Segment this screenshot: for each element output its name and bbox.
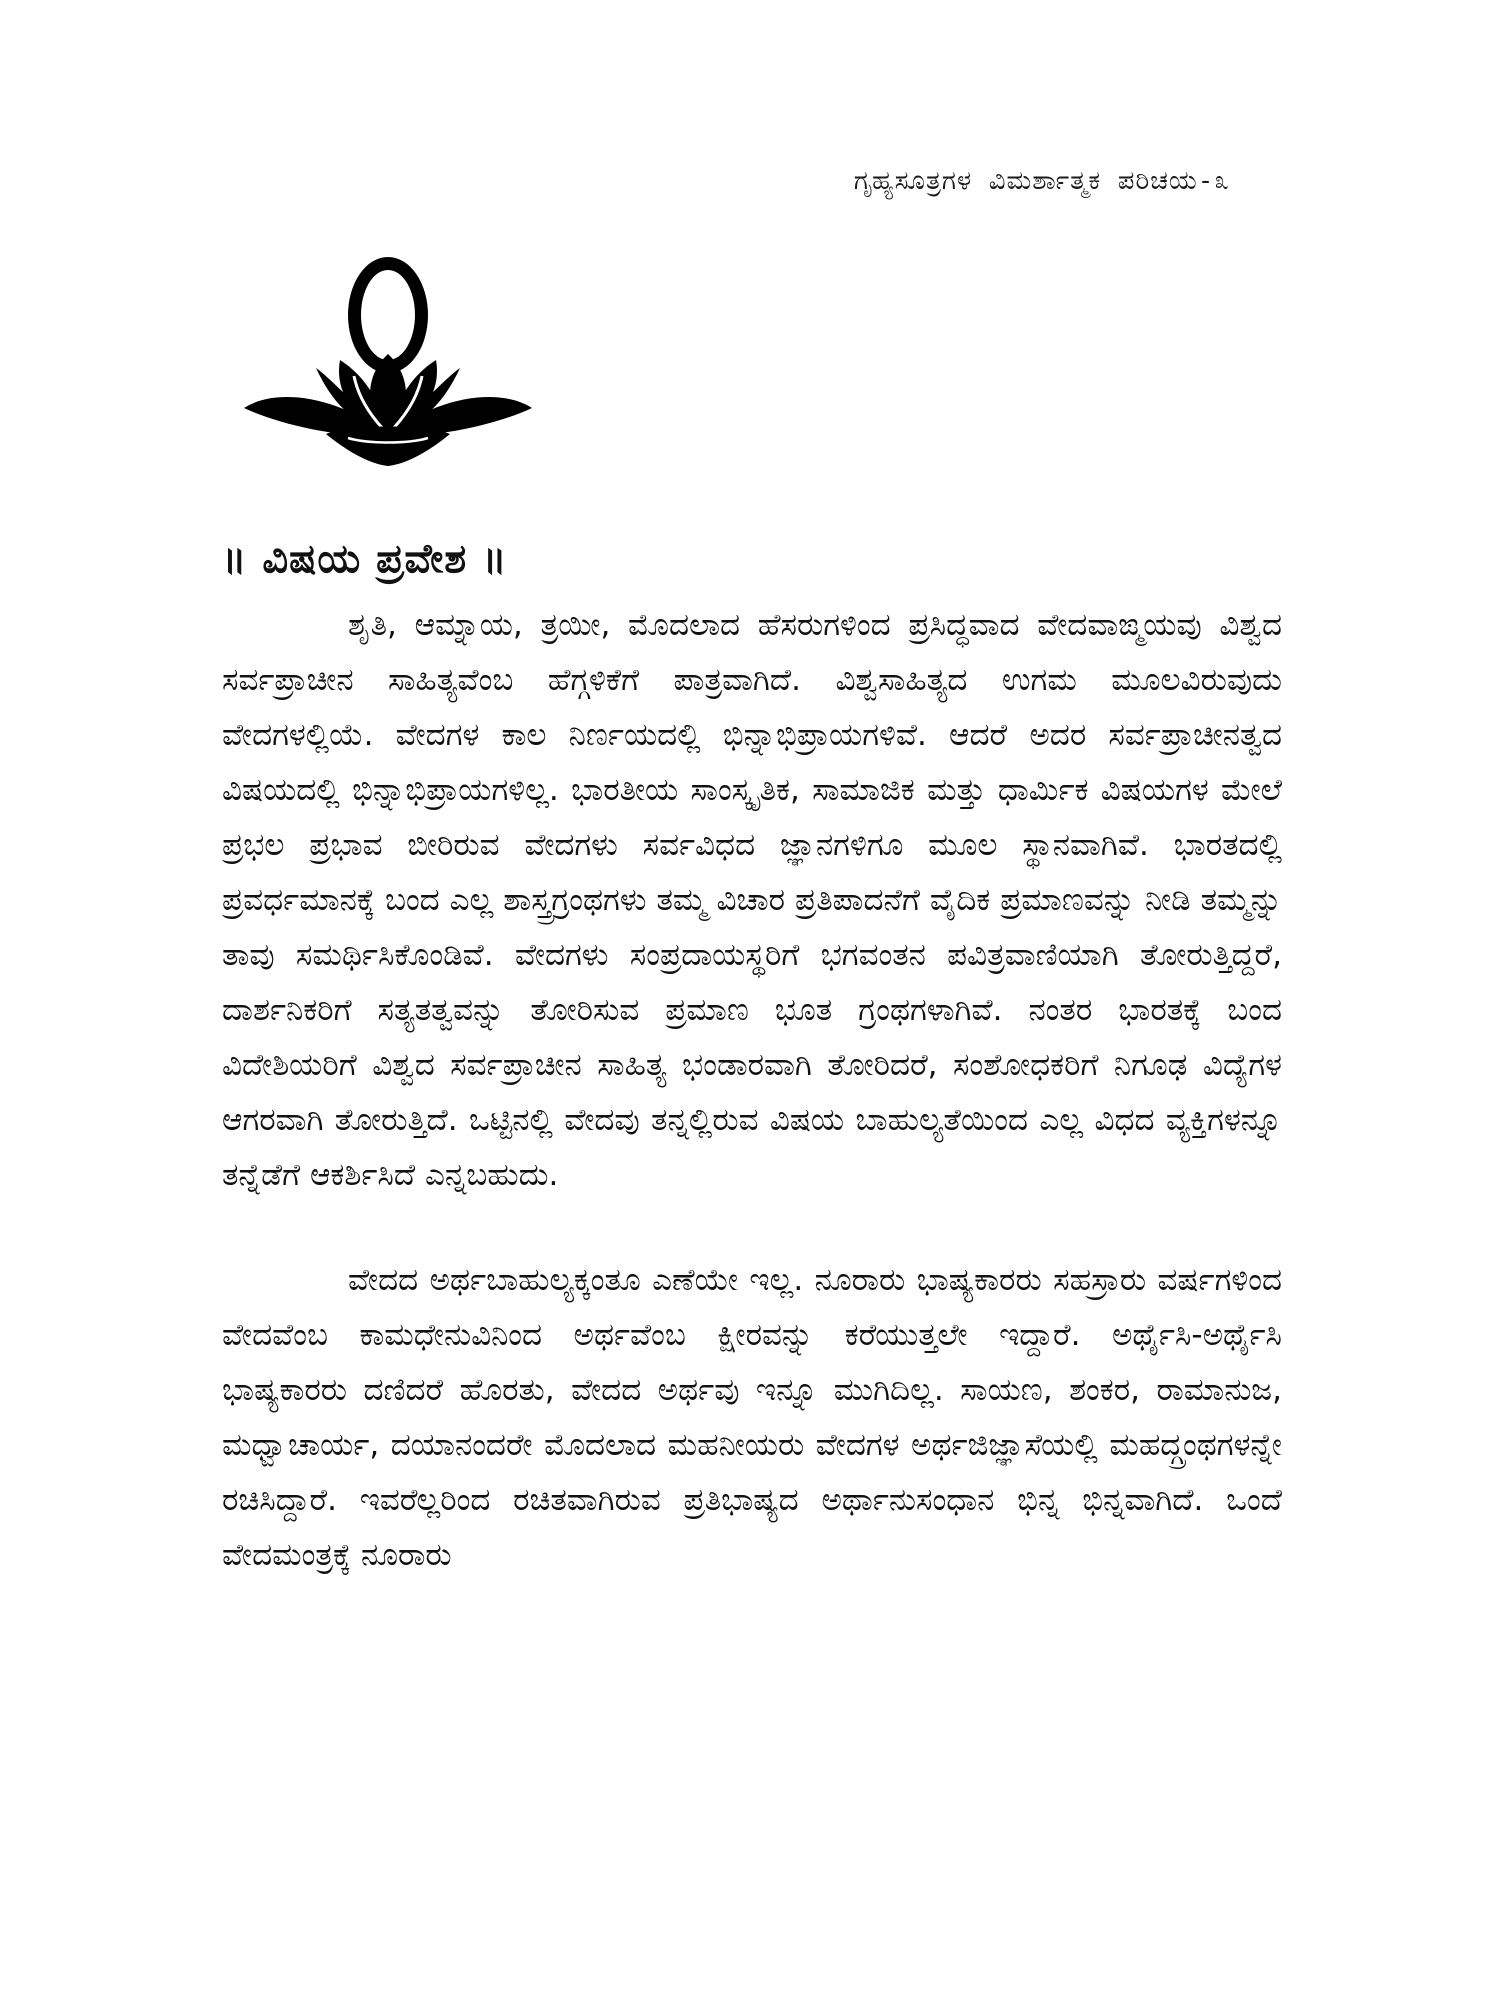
paragraph: ಶೃತಿ, ಆಮ್ನಾಯ, ತ್ರಯೀ, ಮೊದಲಾದ ಹೆಸರುಗಳಿಂದ ಪ್ರಸಿದ್ಧವಾದ ವೇದವಾಙ್ಮಯವು ವಿಶ್ವದ ಸರ್ವಪ್ರಾಚೀನ ಸಾಹಿತ್ಯವೆಂಬ ಹೆಗ್ಗಳಿಕೆಗೆ ಪಾತ್ರವಾಗಿದೆ. ವಿಶ್ವಸಾಹಿತ್ಯದ ಉಗಮ ಮೂಲವಿರುವುದು ವೇದಗಳಲ್ಲಿಯೆ. ವೇದಗಳ ಕಾಲ ನಿರ್ಣಯದಲ್ಲಿ ಭಿನ್ನಾಭಿಪ್ರಾಯಗಳಿವೆ. ಆದರೆ ಅದರ ಸರ್ವಪ್ರಾಚೀನತ್ವದ ವಿಷಯದಲ್ಲಿ ಭಿನ್ನಾಭಿಪ್ರಾಯಗಳಿಲ್ಲ. ಭಾರತೀಯ ಸಾಂಸ್ಕೃತಿಕ, ಸಾಮಾಜಿಕ ಮತ್ತು ಧಾರ್ಮಿಕ ವಿಷಯಗಳ ಮೇಲೆ ಪ್ರಭಲ ಪ್ರಭಾವ ಬೀರಿರುವ ವೇದಗಳು ಸರ್ವವಿಧದ ಜ್ಞಾನಗಳಿಗೂ ಮೂಲ ಸ್ಥಾನವಾಗಿವೆ. ಭಾರತದಲ್ಲಿ ಪ್ರವರ್ಧಮಾನಕ್ಕೆ ಬಂದ ಎಲ್ಲ ಶಾಸ್ತ್ರಗ್ರಂಥಗಳು ತಮ್ಮ ವಿಚಾರ ಪ್ರತಿಪಾದನೆಗೆ ವೈದಿಕ ಪ್ರಮಾಣವನ್ನು ನೀಡಿ ತಮ್ಮನ್ನು ತಾವು ಸಮರ್ಥಿಸಿಕೊಂಡಿವೆ. ವೇದಗಳು ಸಂಪ್ರದಾಯಸ್ಥರಿಗೆ ಭಗವಂತನ ಪವಿತ್ರವಾಣಿಯಾಗಿ ತೋರುತ್ತಿದ್ದರೆ, ದಾರ್ಶನಿಕರಿಗೆ ಸತ್ಯತತ್ವವನ್ನು ತೋರಿಸುವ ಪ್ರಮಾಣ ಭೂತ ಗ್ರಂಥಗಳಾಗಿವೆ. ನಂತರ ಭಾರತಕ್ಕೆ ಬಂದ ವಿದೇಶಿಯರಿಗೆ ವಿಶ್ವದ ಸರ್ವಪ್ರಾಚೀನ ಸಾಹಿತ್ಯ ಭಂಡಾರವಾಗಿ ತೋರಿದರೆ, ಸಂಶೋಧಕರಿಗೆ ನಿಗೂಢ ವಿದ್ಯೆಗಳ ಆಗರವಾಗಿ ತೋರುತ್ತಿದೆ. ಒಟ್ಟಿನಲ್ಲಿ ವೇದವು ತನ್ನಲ್ಲಿರುವ ವಿಷಯ ಬಾಹುಲ್ಯತೆಯಿಂದ ಎಲ್ಲ ವಿಧದ ವ್ಯಕ್ತಿಗಳನ್ನೂ ತನ್ನೆಡೆಗೆ ಆಕರ್ಶಿಸಿದೆ ಎನ್ನಬಹುದು.: [222, 607, 1282, 1193]
lotus-oval-icon: [238, 248, 538, 488]
section-title: ॥ ವಿಷಯ ಪ್ರವೇಶ ॥: [222, 536, 508, 582]
running-header: ಗೃಹ್ಯಸೂತ್ರಗಳ ವಿಮರ್ಶಾತ್ಮಕ ಪರಿಚಯ-೩: [853, 166, 1230, 196]
body-text: [222, 598, 1282, 1583]
paragraph: ವೇದದ ಅರ್ಥಬಾಹುಲ್ಯಕ್ಕಂತೂ ಎಣೆಯೇ ಇಲ್ಲ. ನೂರಾರು ಭಾಷ್ಯಕಾರರು ಸಹಸ್ರಾರು ವರ್ಷಗಳಿಂದ ವೇದವೆಂಬ ಕಾಮಧೇನುವಿನಿಂದ ಅರ್ಥವೆಂಬ ಕ್ಷೀರವನ್ನು ಕರೆಯುತ್ತಲೇ ಇದ್ದಾರೆ. ಅರ್ಥೈಸಿ-ಅರ್ಥೈಸಿ ಭಾಷ್ಯಕಾರರು ದಣಿದರೆ ಹೊರತು, ವೇದದ ಅರ್ಥವು ಇನ್ನೂ ಮುಗಿದಿಲ್ಲ. ಸಾಯಣ, ಶಂಕರ, ರಾಮಾನುಜ, ಮಧ್ವಾಚಾರ್ಯ, ದಯಾನಂದರೇ ಮೊದಲಾದ ಮಹನೀಯರು ವೇದಗಳ ಅರ್ಥಜಿಜ್ಞಾಸೆಯಲ್ಲಿ ಮಹದ್ಗ್ರಂಥಗಳನ್ನೇ ರಚಿಸಿದ್ದಾರೆ. ಇವರೆಲ್ಲರಿಂದ ರಚಿತವಾಗಿರುವ ಪ್ರತಿಭಾಷ್ಯದ ಅರ್ಥಾನುಸಂಧಾನ ಭಿನ್ನ ಭಿನ್ನವಾಗಿದೆ. ಒಂದೆ ವೇದಮಂತ್ರಕ್ಕೆ ನೂರಾರು: [222, 1262, 1282, 1573]
